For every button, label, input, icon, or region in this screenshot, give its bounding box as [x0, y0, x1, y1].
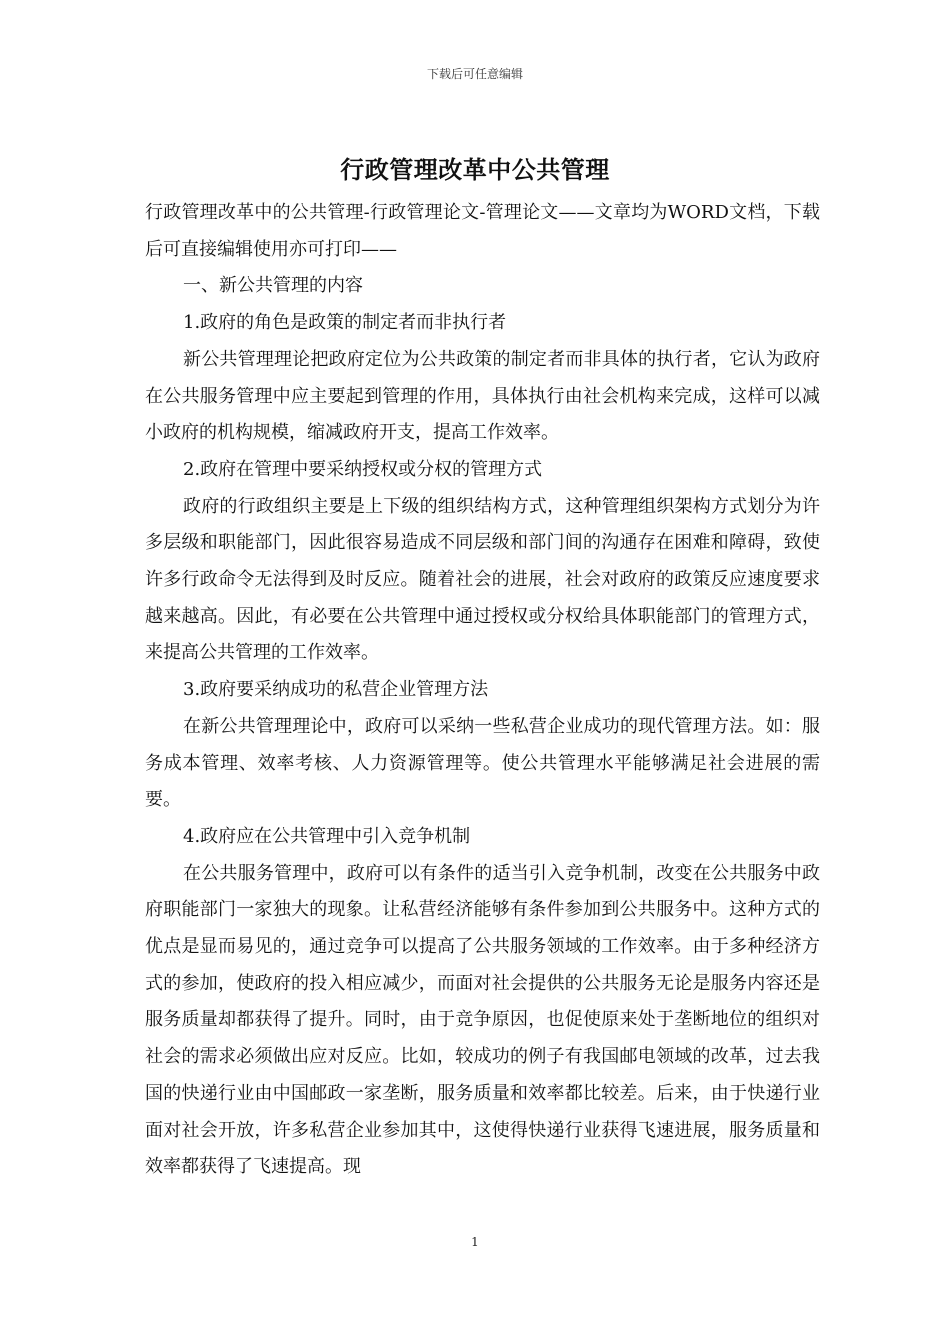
document-title: 行政管理改革中公共管理: [340, 155, 610, 184]
subheading-2: 2.政府在管理中要采纳授权或分权的管理方式: [183, 458, 543, 480]
page-number: 1: [471, 1235, 479, 1249]
paragraph-4: 在公共服务管理中，政府可以有条件的适当引入竞争机制，改变在公共服务中政府职能部门一家独大的现象。让私营经济能够有条件参加到公共服务中。这种方式的优点是显而易见的，通过竞争可以提高了公共服务领域的工作效率。由于多种经济方式的参加，使政府的投入相应减少，而面对社会提供的公共服务无论是服务内容还是服务质量却都获得了提升。同时，由于竞争原因，也促使原来处于垄断地位的组织对社会的需求必须做出应对反应。比如，较成功的例子有我国邮电领域的改革，过去我国的快递行业由中国邮政一家垄断，服务质量和效率都比较差。后来，由于快递行业面对社会开放，许多私营企业参加其中，这使得快递行业获得飞速进展，服务质量和效率都获得了飞速提高。现: [145, 862, 820, 1178]
document-body: [145, 195, 820, 1186]
subheading-3: 3.政府要采纳成功的私营企业管理方法: [183, 679, 489, 701]
paragraph-1: 新公共管理理论把政府定位为公共政策的制定者而非具体的执行者，它认为政府在公共服务管理中应主要起到管理的作用，具体执行由社会机构来完成，这样可以减小政府的机构规模，缩减政府开支，提高工作效率。: [145, 348, 820, 444]
paragraph-3: 在新公共管理理论中，政府可以采纳一些私营企业成功的现代管理方法。如：服务成本管理、效率考核、人力资源管理等。使公共管理水平能够满足社会进展的需要。: [145, 715, 820, 811]
page-header: 下载后可任意编辑: [426, 67, 523, 81]
subheading-1: 1.政府的角色是政策的制定者而非执行者: [183, 312, 507, 334]
paragraph-2: 政府的行政组织主要是上下级的组织结构方式，这种管理组织架构方式划分为许多层级和职能部门，因此很容易造成不同层级和部门间的沟通存在困难和障碍，致使许多行政命令无法得到及时反应。随着社会的进展，社会对政府的政策反应速度要求越来越高。因此，有必要在公共管理中通过授权或分权给具体职能部门的管理方式，来提高公共管理的工作效率。: [145, 495, 820, 664]
section-heading: 一、新公共管理的内容: [183, 275, 363, 297]
intro-paragraph: 行政管理改革中的公共管理-行政管理论文-管理论文——文章均为WORD文档，下载后可直接编辑使用亦可打印——: [145, 202, 820, 260]
subheading-4: 4.政府应在公共管理中引入竞争机制: [183, 825, 471, 847]
